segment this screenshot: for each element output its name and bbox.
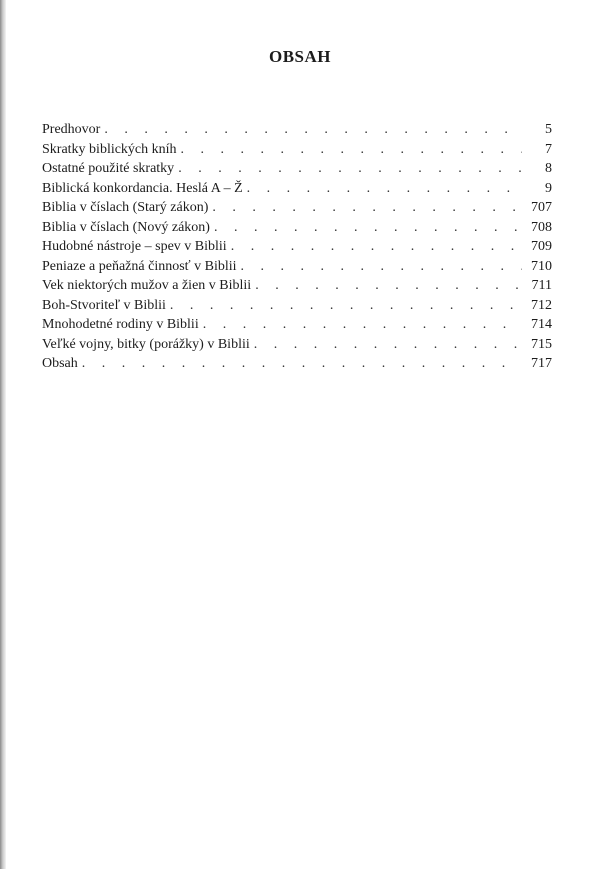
table-of-contents [42, 120, 552, 374]
leader-dots [254, 335, 522, 355]
toc-entry [42, 140, 552, 160]
toc-entry-label: Obsah [42, 356, 78, 371]
toc-entry [42, 315, 552, 335]
toc-entry-page: 714 [531, 317, 552, 332]
toc-entry-page: 7 [545, 141, 552, 157]
toc-entry-label: Ostatné použité skratky [42, 161, 175, 176]
leader-dots [104, 120, 522, 140]
page-title: OBSAH [268, 47, 332, 66]
toc-entry [42, 159, 552, 179]
toc-entry-page: 707 [531, 200, 552, 215]
toc-entry [42, 198, 552, 218]
toc-entry [42, 335, 552, 355]
leader-dots [255, 276, 522, 296]
toc-entry-page: 709 [531, 239, 552, 254]
leader-dots [181, 140, 522, 160]
toc-entry-page: 710 [531, 258, 552, 274]
page-binding-edge [0, 0, 6, 869]
leader-dots [82, 354, 522, 374]
leader-dots [178, 159, 522, 179]
leader-dots [214, 218, 522, 238]
toc-entry-page: 715 [531, 336, 552, 352]
toc-entry-label: Veľké vojny, bitky (porážky) v Biblii [42, 336, 250, 352]
toc-entry-page: 708 [531, 219, 552, 235]
leader-dots [212, 198, 522, 218]
toc-entry-label: Peniaze a peňažná činnosť v Biblii [42, 258, 237, 274]
toc-entry-page: 5 [545, 122, 552, 137]
toc-entry-page: 712 [531, 297, 552, 313]
toc-entry-page: 8 [545, 161, 552, 176]
leader-dots [241, 257, 522, 277]
toc-entry-label: Boh-Stvoriteľ v Biblii [42, 297, 166, 313]
toc-entry-page: 711 [531, 278, 552, 293]
toc-entry-label: Biblická konkordancia. Heslá A – Ž [42, 180, 243, 196]
toc-entry-label: Predhovor [42, 122, 101, 137]
toc-entry-label: Hudobné nástroje – spev v Biblii [42, 239, 227, 254]
toc-entry-page: 717 [531, 356, 552, 371]
toc-entry-label: Skratky biblických kníh [42, 141, 177, 157]
toc-entry [42, 179, 552, 199]
toc-entry [42, 276, 552, 296]
toc-entry [42, 218, 552, 238]
toc-entry-label: Vek niektorých mužov a žien v Biblii [42, 278, 252, 293]
toc-entry [42, 354, 552, 374]
toc-entry [42, 296, 552, 316]
toc-entry [42, 120, 552, 140]
toc-entry-label: Mnohodetné rodiny v Biblii [42, 317, 199, 332]
leader-dots [170, 296, 522, 316]
toc-entry-label: Biblia v číslach (Nový zákon) [42, 219, 210, 235]
toc-entry [42, 257, 552, 277]
toc-entry-page: 9 [545, 180, 552, 196]
leader-dots [231, 237, 522, 257]
leader-dots [203, 315, 522, 335]
leader-dots [247, 179, 522, 199]
toc-entry-label: Biblia v číslach (Starý zákon) [42, 200, 209, 215]
toc-entry [42, 237, 552, 257]
